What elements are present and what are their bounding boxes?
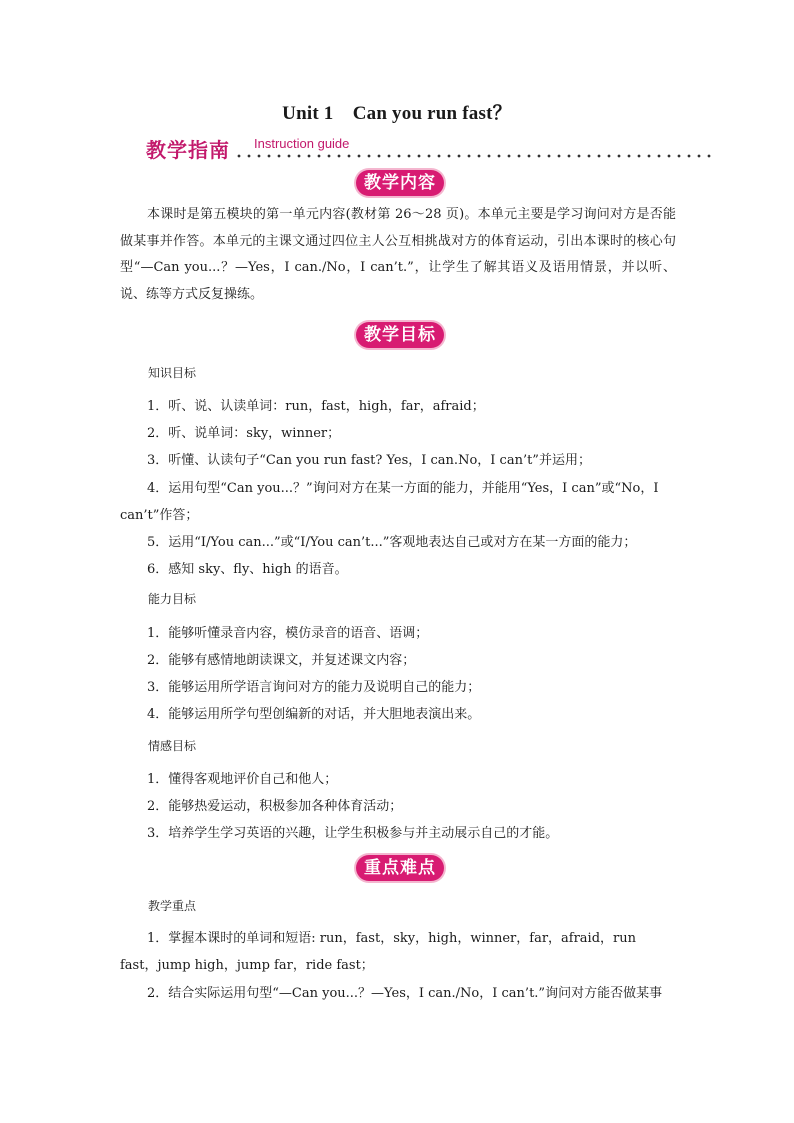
ability-item: 3．能够运用所学语言询问对方的能力及说明自己的能力； — [147, 680, 481, 695]
knowledge-item: 5．运用“I/You can...”或“I/You can’t...”客观地表达自己或对方在某一方面的能力； — [147, 535, 637, 550]
emotion-item: 3．培养学生学习英语的兴趣，让学生积极参与并主动展示自己的才能。 — [147, 826, 559, 841]
knowledge-item: 2．听、说单词：sky，winner； — [147, 426, 341, 441]
content-paragraph: 本课时是第五模块的第一单元内容(教材第 26～28 页)。本单元主要是学习询问对方是否能做某事并作答。本单元的主课文通过四位主人公互相挑战对方的体育运动，引出本课时的核心句型“—Can you...？—Yes，I can./No，I can’t.”，让学生了解其语义及语用情景，并以听、说、练等方式反复操练。 — [120, 207, 676, 302]
ability-item: 4．能够运用所学句型创编新的对话，并大胆地表演出来。 — [147, 707, 481, 722]
ability-item: 2．能够有感情地朗读课文，并复述课文内容； — [147, 653, 416, 668]
instruction-guide-header — [146, 134, 716, 164]
ability-heading: 能力目标 — [148, 592, 197, 606]
emotion-heading: 情感目标 — [148, 739, 197, 753]
key-points-heading: 教学重点 — [148, 899, 197, 913]
knowledge-item: 1．听、说、认读单词：run，fast，high，far，afraid； — [147, 399, 485, 414]
key-point-item: 2．结合实际运用句型“—Can you...？—Yes，I can./No，I can’t.”询问对方能否做某事 — [147, 986, 663, 1001]
knowledge-item: 6．感知 sky、fly、high 的语音。 — [147, 562, 348, 577]
key-point-item: 1．掌握本课时的单词和短语: run，fast，sky，high，winner，far，afraid，run fast，jump high，jump far，ride fast； — [120, 931, 636, 973]
ability-item: 1．能够听懂录音内容，模仿录音的语音、语调； — [147, 626, 429, 641]
page-title: Unit 1 Can you run fast？ — [282, 103, 512, 124]
emotion-item: 2．能够热爱运动，积极参加各种体育活动； — [147, 799, 403, 814]
guide-title-cn: 教学指南 — [146, 138, 230, 162]
knowledge-heading: 知识目标 — [148, 366, 197, 380]
dotted-divider — [234, 154, 712, 158]
section-badge-key: 重点难点 — [356, 855, 444, 881]
section-badge-goals: 教学目标 — [356, 322, 444, 348]
knowledge-item: 4．运用句型“Can you...？”询问对方在某一方面的能力，并能用“Yes，I can”或“No，I can’t”作答； — [120, 481, 659, 523]
guide-title-en: Instruction guide — [254, 136, 350, 151]
knowledge-item: 3．听懂、认读句子“Can you run fast? Yes，I can.No，I can’t”并运用； — [147, 453, 591, 468]
section-badge-content: 教学内容 — [356, 170, 444, 196]
emotion-item: 1．懂得客观地评价自己和他人； — [147, 772, 338, 787]
